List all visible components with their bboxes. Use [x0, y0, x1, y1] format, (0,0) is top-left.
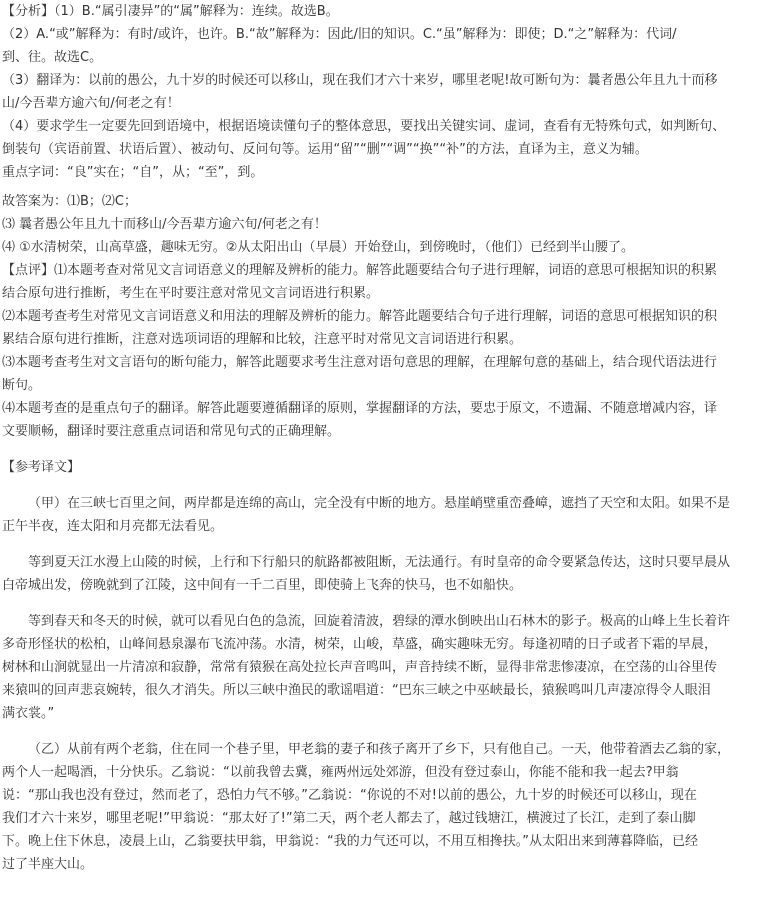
comment-2a: ⑵本题考查考生对常见文言词语意义和用法的理解及辨析的能力。解答此题要结合句子进行理解，词语的意思可根据知识的积 [2, 309, 718, 324]
translation-title: 【参考译文】 [2, 460, 81, 475]
translation-para-4c: 说：“那山我也没有登过，然而老了，恐怕力气不够。”乙翁说：“你说的不对!以前的愚公，九十岁的时候还可以移山，现在 [2, 788, 697, 803]
translation-para-4f: 过了半座大山。 [2, 857, 94, 872]
translation-para-4e: 下。晚上住下休息，凌晨上山，乙翁要扶甲翁，甲翁说：“我的力气还可以，不用互相搀扶。”从太阳出来到薄暮降临，已经 [2, 834, 698, 849]
analysis-title: 【分析】 [2, 4, 55, 19]
answer-section [2, 190, 774, 259]
comment-1a: 【点评】⑴本题考查对常见文言词语意义的理解及辨析的能力。解答此题要结合句子进行理解，词语的意思可根据知识的积累 [2, 263, 718, 278]
comment-2b: 累结合原句进行推断，注意对选项词语的理解和比较，注意平时对常见文言词语进行积累。 [2, 332, 523, 347]
analysis-point-1: （1）B.“属引凄异”的“属”解释为：连续。故选B。 [54, 4, 339, 19]
translation-section [2, 456, 774, 876]
analysis-line-1 [2, 0, 774, 23]
translation-para-3e: 满衣裳。” [2, 706, 55, 721]
spacer [2, 597, 774, 610]
translation-para-3c: 树林和山涧就显出一片清凉和寂静，常常有猿猴在高处拉长声音鸣叫，声音持续不断，显得非常悲惨凄凉，在空荡的山谷里传 [2, 660, 718, 675]
analysis-point-2a: （2）A.“或”解释为：有时/或许，也许。B.“故”解释为：因此/旧的知识。C.“虽”解释为：即使；D.“之”解释为：代词/ [2, 27, 677, 42]
comment-4b: 文要顺畅，翻译时要注意重点词语和常见句式的正确理解。 [2, 424, 341, 439]
analysis-point-2b: 到、往。故选C。 [2, 50, 103, 65]
answer-line-1: 故答案为：⑴B；⑵C； [2, 194, 137, 209]
analysis-point-4c: 重点字词：“良”实在；“自”，从；“至”，到。 [2, 165, 264, 180]
translation-para-3d: 来猿叫的回声悲哀婉转，很久才消失。所以三峡中渔民的歌谣唱道：“巴东三峡之中巫峡最长，猿猴鸣叫几声凄凉得令人眼泪 [2, 683, 711, 698]
translation-para-4a: （乙）从前有两个老翁，住在同一个巷子里，甲老翁的妻子和孩子离开了乡下，只有他自己。一天，他带着酒去乙翁的家， [28, 742, 731, 757]
translation-para-2a: 等到夏天江水漫上山陵的时候，上行和下行船只的航路都被阻断，无法通行。有时皇帝的命令要紧急传达，这时只要早晨从 [28, 555, 731, 570]
translation-para-1a: （甲）在三峡七百里之间，两岸都是连绵的高山，完全没有中断的地方。悬崖峭壁重峦叠嶂，遮挡了天空和太阳。如果不是 [28, 496, 731, 511]
answer-line-3: ⑷ ①水清树荣，山高草盛，趣味无穷。②从太阳出山（早晨）开始登山，到傍晚时，（他们）已经到半山腰了。 [2, 240, 634, 255]
translation-para-1b: 正午半夜，连太阳和月亮都无法看见。 [2, 519, 224, 534]
spacer [2, 538, 774, 551]
spacer [2, 725, 774, 738]
analysis-point-3b: 山/今吾辈方逾六旬/何老之有！ [2, 96, 180, 111]
analysis-point-4b: 倒装句（宾语前置、状语后置）、被动句、反问句等。运用“留”“删”“调”“换”“补”的方法，直译为主，意义为辅。 [2, 142, 648, 157]
analysis-point-4a: （4）要求学生一定要先回到语境中，根据语境读懂句子的整体意思，要找出关键实词、虚词，查看有无特殊句式，如判断句、 [2, 119, 726, 134]
comment-3a: ⑶本题考查考生对文言语句的断句能力，解答此题要求考生注意对语句意思的理解，在理解句意的基础上，结合现代语法进行 [2, 355, 718, 370]
comment-1b: 结合原句进行推断，考生在平时要注意对常见文言词语进行积累。 [2, 286, 380, 301]
spacer [2, 443, 774, 456]
analysis-section [2, 0, 774, 184]
translation-para-3b: 多奇形怪状的松柏，山峰间悬泉瀑布飞流冲荡。水清，树荣，山峻，草盛，确实趣味无穷。每逢初晴的日子或者下霜的早晨， [2, 637, 718, 652]
translation-para-2b: 白帝城出发，傍晚就到了江陵，这中间有一千二百里，即使骑上飞奔的快马，也不如船快。 [2, 578, 523, 593]
analysis-point-3a: （3）翻译为：以前的愚公，九十岁的时候还可以移山，现在我们才六十来岁，哪里老呢!故可断句为：曩者愚公年且九十而移 [2, 73, 718, 88]
answer-line-2: ⑶ 曩者愚公年且九十而移山/今吾辈方逾六旬/何老之有！ [2, 217, 327, 232]
comment-4a: ⑷本题考查的是重点句子的翻译。解答此题要遵循翻译的原则，掌握翻译的方法，要忠于原文，不遗漏、不随意增减内容，译 [2, 401, 718, 416]
translation-para-4b: 两个人一起喝酒，十分快乐。乙翁说：“以前我曾去冀，雍两州远处郊游，但没有登过泰山，你能不能和我一起去?甲翁 [2, 765, 679, 780]
spacer [2, 479, 774, 492]
comment-section [2, 259, 774, 443]
comment-3b: 断句。 [2, 378, 42, 393]
translation-para-4d: 我们才六十来岁，哪里老呢!”甲翁说：“那太好了!”第二天，两个老人都去了，越过钱塘江，横渡过了长江，走到了泰山脚 [2, 811, 696, 826]
translation-para-3a: 等到春天和冬天的时候，就可以看见白色的急流，回旋着清波，碧绿的潭水倒映出山石林木的影子。极高的山峰上生长着许 [28, 614, 731, 629]
